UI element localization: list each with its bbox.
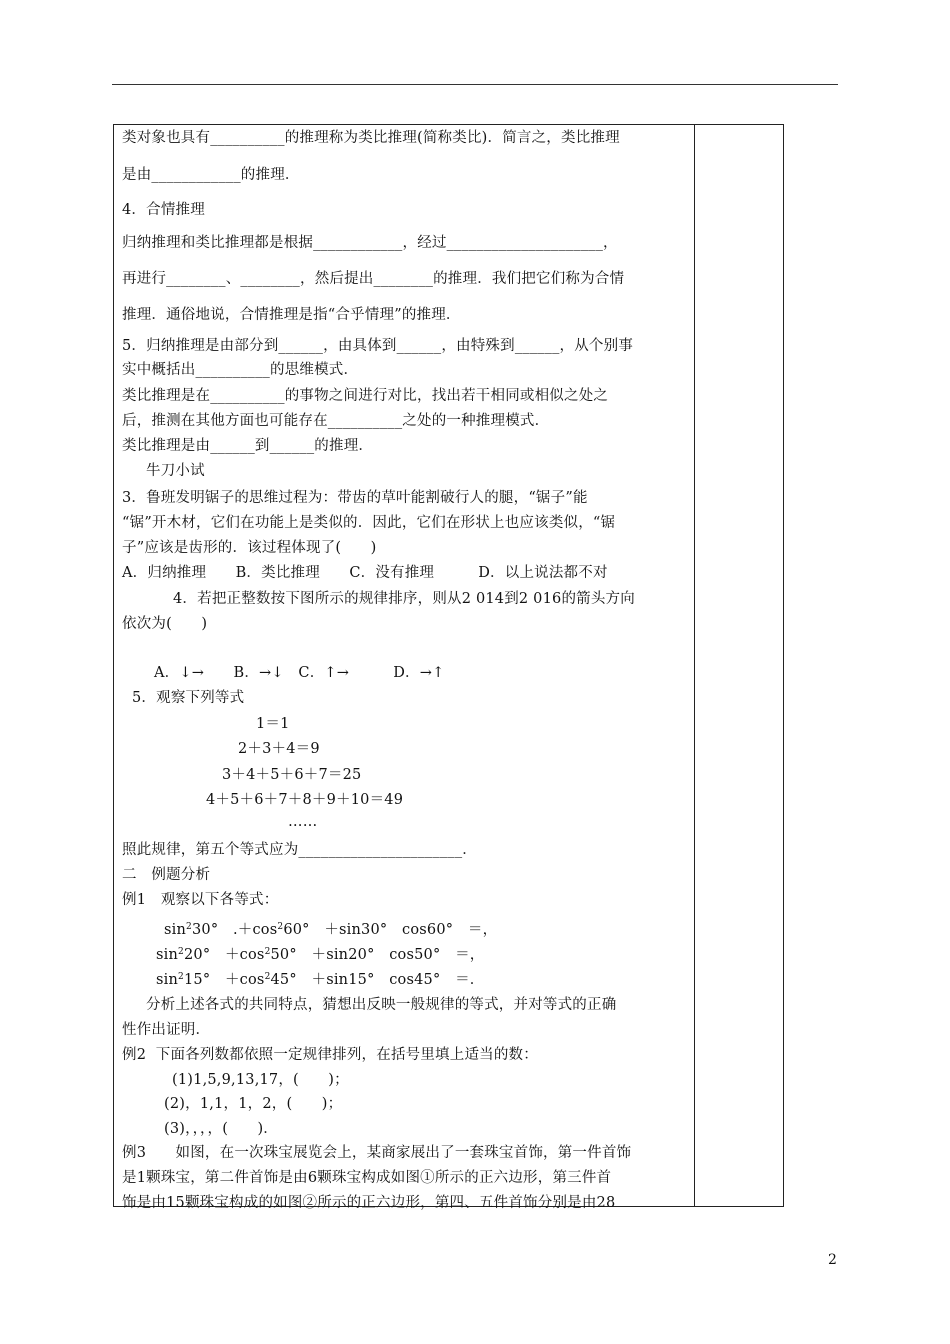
equation-part: 30° .＋cos — [191, 922, 278, 938]
text-line: 子”应该是齿形的．该过程体现了( ) — [122, 540, 377, 556]
text-line: 例3 如图，在一次珠宝展览会上，某商家展出了一套珠宝首饰，第一件首饰 — [122, 1145, 632, 1161]
text-line: A．归纳推理 B．类比推理 C．没有推理 D．以上说法都不对 — [122, 565, 608, 581]
text-line: 1＝1 — [256, 716, 290, 732]
text-line: (1)1,5,9,13,17，( )； — [172, 1072, 349, 1088]
equation-part: 20° ＋cos — [183, 947, 265, 963]
trig-equation — [156, 943, 485, 964]
text-line: 类对象也具有__________的推理称为类比推理(简称类比)．简言之，类比推理 — [122, 130, 620, 146]
trig-equation — [156, 968, 485, 989]
text-line: 2＋3＋4＝9 — [238, 741, 320, 757]
text-line: 4．若把正整数按下图所示的规律排序，则从2 014到2 016的箭头方向 — [173, 591, 635, 607]
text-line: 后，推测在其他方面也可能存在__________之处的一种推理模式． — [122, 413, 550, 429]
equation-part: 60° ＋sin30° cos60° ＝， — [283, 922, 498, 938]
text-line: 归纳推理和类比推理都是根据____________，经过_____________________， — [122, 235, 618, 251]
text-line: …… — [288, 814, 318, 830]
trig-equation — [164, 918, 497, 939]
text-line: 4＋5＋6＋7＋8＋9＋10＝49 — [206, 792, 404, 808]
equation-part: sin — [156, 947, 179, 963]
text-line: 实中概括出__________的思维模式． — [122, 362, 359, 378]
text-line: 5．归纳推理是由部分到______，由具体到______，由特殊到______，从个别事 — [122, 338, 634, 354]
lesson-table — [113, 124, 784, 1211]
text-line: 二 例题分析 — [122, 867, 211, 883]
header-rule — [112, 84, 838, 85]
exponent: 2 — [277, 922, 284, 932]
equation-part: 50° ＋sin20° cos50° ＝， — [270, 947, 485, 963]
exponent: 2 — [178, 972, 184, 982]
page-number: 2 — [828, 1252, 837, 1268]
text-line: 类比推理是由______到______的推理． — [122, 438, 374, 454]
text-line: 性作出证明． — [122, 1022, 211, 1038]
column-divider — [694, 125, 695, 1206]
equation-part: 45° ＋sin15° cos45° ＝． — [270, 972, 485, 988]
text-line: 照此规律，第五个等式应为______________________． — [122, 842, 477, 858]
text-line: 饰是由15颗珠宝构成的如图②所示的正六边形，第四、五件首饰分别是由28 — [122, 1195, 616, 1211]
text-line: A．↓→ B．→↓ C．↑→ D．→↑ — [154, 665, 445, 681]
text-line: 分析上述各式的共同特点，猜想出反映一般规律的等式，并对等式的正确 — [146, 997, 617, 1013]
exponent: 2 — [264, 972, 271, 982]
text-line: (3)，，，，( )． — [164, 1121, 279, 1137]
text-line: 是1颗珠宝，第二件首饰是由6颗珠宝构成如图①所示的正六边形，第三件首 — [122, 1170, 612, 1186]
text-line: 类比推理是在__________的事物之间进行对比，找出若干相同或相似之处之 — [122, 388, 609, 404]
text-line: 例1 观察以下各等式： — [122, 892, 279, 908]
text-line: 是由____________的推理． — [122, 167, 300, 183]
exponent: 2 — [178, 947, 184, 957]
equation-part: 15° ＋cos — [183, 972, 265, 988]
text-line: 牛刀小试 — [146, 463, 205, 479]
equation-part: sin — [164, 922, 187, 938]
text-line: 3．鲁班发明锯子的思维过程为：带齿的草叶能割破行人的腿，“锯子”能 — [122, 490, 588, 506]
text-line: 推理．通俗地说，合情推理是指“合乎情理”的推理． — [122, 307, 461, 323]
text-line: (2)，1,1，1，2，( )； — [164, 1096, 343, 1112]
exponent: 2 — [264, 947, 271, 957]
text-line: 依次为( ) — [122, 616, 208, 632]
text-line: 5．观察下列等式 — [132, 690, 245, 706]
text-line: 3＋4＋5＋6＋7＝25 — [222, 767, 362, 783]
text-line: 4．合情推理 — [122, 202, 205, 218]
text-line: 例2 下面各列数都依照一定规律排列，在括号里填上适当的数： — [122, 1047, 538, 1063]
exponent: 2 — [186, 922, 192, 932]
text-line: “锯”开木材，它们在功能上是类似的．因此，它们在形状上也应该类似，“锯 — [122, 515, 616, 531]
equation-part: sin — [156, 972, 179, 988]
text-line: 再进行________、________，然后提出________的推理．我们把它们称为合情 — [122, 271, 625, 287]
